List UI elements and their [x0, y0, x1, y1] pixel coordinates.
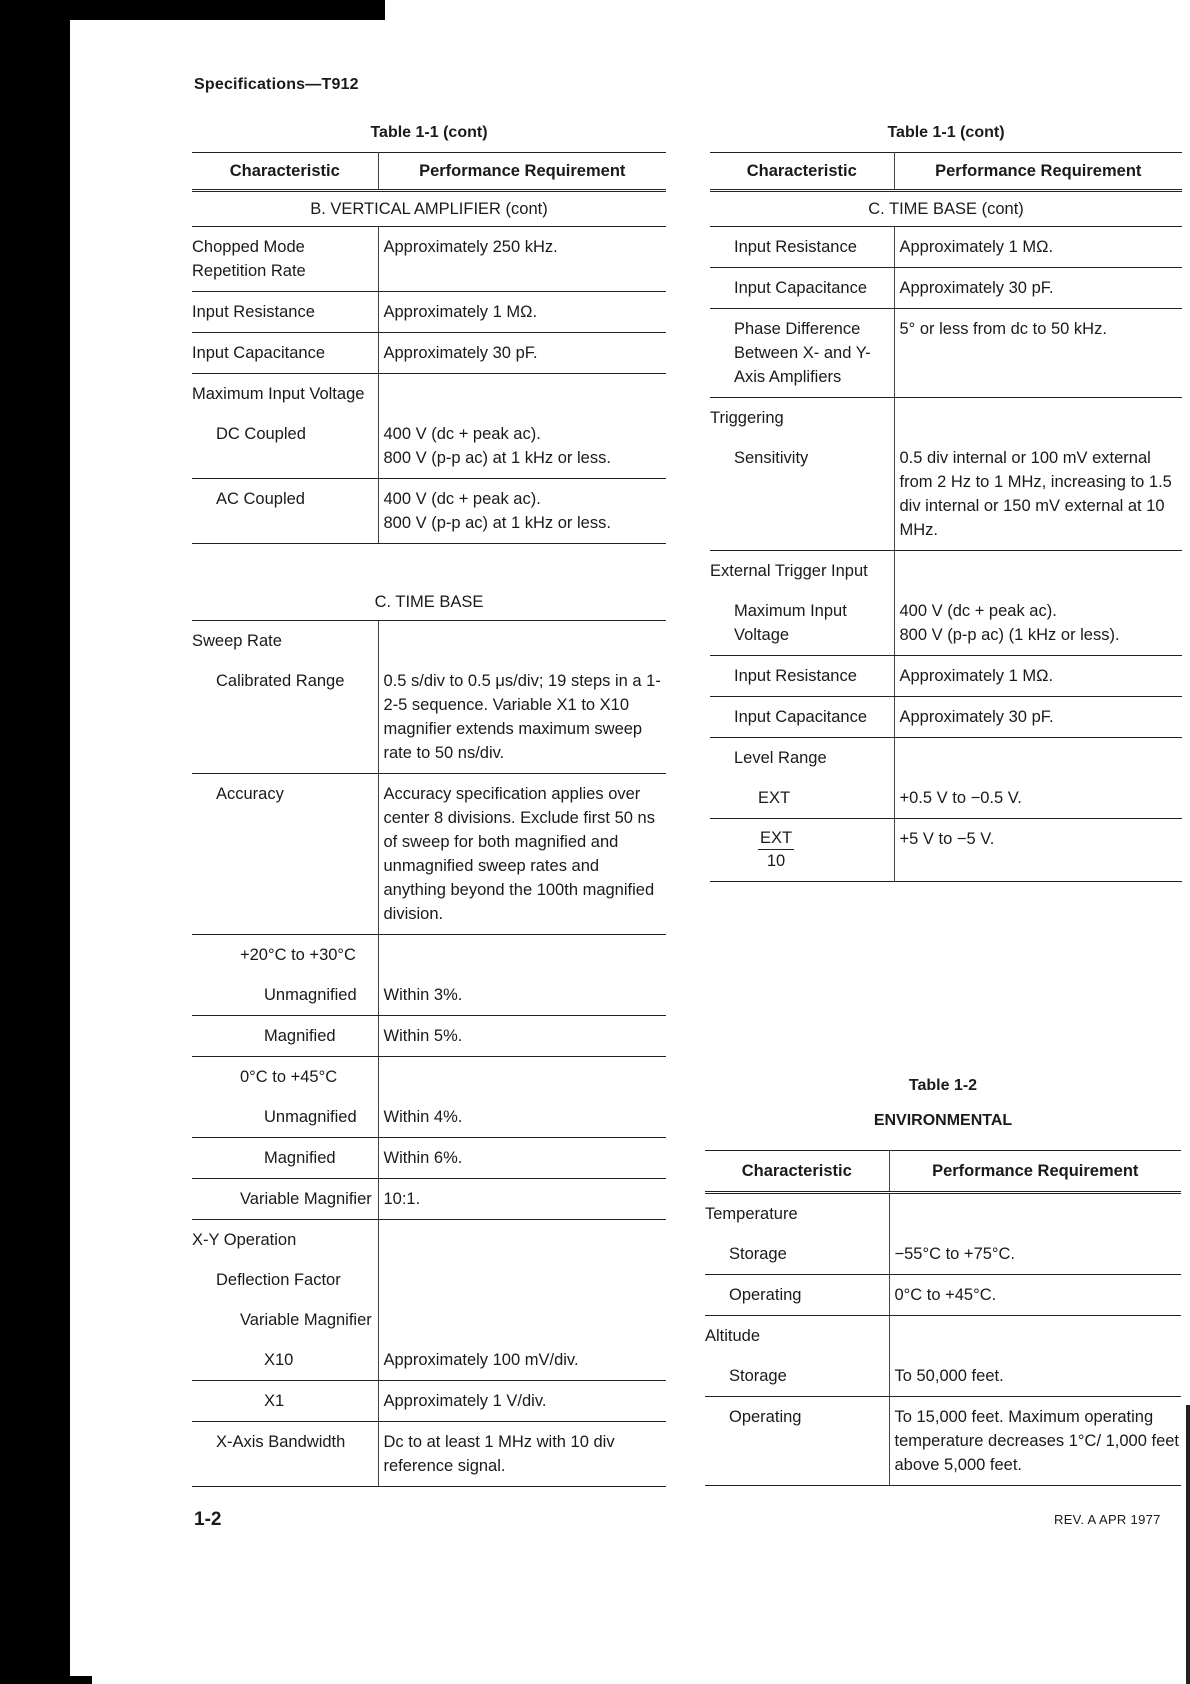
- characteristic-cell: Maximum Input Voltage: [192, 374, 378, 415]
- table-row: [710, 738, 1182, 779]
- requirement-cell: [889, 1316, 1181, 1357]
- characteristic-cell: X10: [192, 1340, 378, 1381]
- requirement-cell: 0.5 div internal or 100 mV external from 2 Hz to 1 MHz, increasing to 1.5 div internal or 150 mV external at 10 MHz.: [894, 438, 1182, 551]
- characteristic-cell: Storage: [705, 1234, 889, 1275]
- requirement-cell: 0.5 s/div to 0.5 μs/div; 19 steps in a 1-2-5 sequence. Variable X1 to X10 magnifier extends maximum sweep rate to 50 ns/div.: [378, 661, 666, 774]
- table-row: [710, 227, 1182, 268]
- env-table-subtitle: ENVIRONMENTAL: [873, 1112, 1013, 1129]
- requirement-cell: 400 V (dc + peak ac). 800 V (p-p ac) at 1 kHz or less.: [378, 414, 666, 479]
- characteristic-header: Characteristic: [192, 153, 378, 191]
- section-title: C. TIME BASE: [192, 544, 666, 621]
- performance-header: Performance Requirement: [378, 153, 666, 191]
- section-title: B. VERTICAL AMPLIFIER (cont): [192, 191, 666, 227]
- requirement-cell: Approximately 1 MΩ.: [378, 292, 666, 333]
- table-row: [705, 1397, 1181, 1486]
- requirement-cell: [378, 1057, 666, 1098]
- table-row: [192, 1220, 666, 1261]
- characteristic-cell: Unmagnified: [192, 975, 378, 1016]
- table-row: [192, 935, 666, 976]
- requirement-cell: [378, 1300, 666, 1340]
- page-number: 1-2: [194, 1509, 222, 1530]
- table-row: [192, 479, 666, 544]
- env-table-caption: Table 1-2: [908, 1077, 978, 1094]
- table-row: [710, 438, 1182, 551]
- env-spec-table: [705, 1150, 1181, 1486]
- requirement-cell: Within 4%.: [378, 1097, 666, 1138]
- characteristic-cell: Input Resistance: [710, 656, 894, 697]
- scan-edge-right: [1186, 1405, 1190, 1684]
- requirement-cell: [378, 621, 666, 662]
- requirement-cell: Approximately 1 MΩ.: [894, 656, 1182, 697]
- characteristic-cell: Chopped Mode Repetition Rate: [192, 227, 378, 292]
- requirement-cell: Within 5%.: [378, 1016, 666, 1057]
- table-row: [192, 1422, 666, 1487]
- table-row: [192, 333, 666, 374]
- table-row: [192, 1097, 666, 1138]
- requirement-cell: [894, 738, 1182, 779]
- table-row: [192, 661, 666, 774]
- requirement-cell: Within 3%.: [378, 975, 666, 1016]
- characteristic-cell: External Trigger Input: [710, 551, 894, 592]
- table-row: [192, 1260, 666, 1300]
- table-row: [192, 621, 666, 662]
- characteristic-cell: X-Axis Bandwidth: [192, 1422, 378, 1487]
- characteristic-cell: +20°C to +30°C: [192, 935, 378, 976]
- table-row: [710, 398, 1182, 439]
- characteristic-cell: Variable Magnifier: [192, 1300, 378, 1340]
- requirement-cell: Approximately 30 pF.: [894, 268, 1182, 309]
- requirement-cell: 5° or less from dc to 50 kHz.: [894, 309, 1182, 398]
- table-row: [705, 1316, 1181, 1357]
- table-row: [710, 656, 1182, 697]
- fraction-numerator: EXT: [758, 827, 794, 850]
- characteristic-header: Characteristic: [710, 153, 894, 191]
- table-row: [710, 591, 1182, 656]
- characteristic-cell: 0°C to +45°C: [192, 1057, 378, 1098]
- characteristic-cell: Magnified: [192, 1138, 378, 1179]
- characteristic-cell: Level Range: [710, 738, 894, 779]
- table-row: [192, 1300, 666, 1340]
- requirement-cell: [378, 1220, 666, 1261]
- requirement-cell: Approximately 1 MΩ.: [894, 227, 1182, 268]
- scan-edge-notch: [70, 1676, 92, 1684]
- requirement-cell: Within 6%.: [378, 1138, 666, 1179]
- table-header-row: [705, 1151, 1181, 1193]
- requirement-cell: 400 V (dc + peak ac). 800 V (p-p ac) (1 kHz or less).: [894, 591, 1182, 656]
- table-row: [192, 1016, 666, 1057]
- characteristic-cell: [710, 819, 894, 882]
- table-row: [710, 819, 1182, 882]
- characteristic-cell: Altitude: [705, 1316, 889, 1357]
- characteristic-cell: Operating: [705, 1275, 889, 1316]
- characteristic-cell: Magnified: [192, 1016, 378, 1057]
- requirement-cell: Approximately 30 pF.: [894, 697, 1182, 738]
- requirement-cell: Approximately 30 pF.: [378, 333, 666, 374]
- characteristic-cell: Temperature: [705, 1193, 889, 1235]
- table-header-row: [192, 153, 666, 191]
- table-row: [192, 774, 666, 935]
- requirement-cell: [378, 374, 666, 415]
- characteristic-cell: Input Capacitance: [710, 697, 894, 738]
- requirement-cell: Accuracy specification applies over center 8 divisions. Exclude first 50 ns of sweep for both magnified and unmagnified sweep rates and anything beyond the 100th magnified division.: [378, 774, 666, 935]
- table-row: [710, 268, 1182, 309]
- right-table-caption: Table 1-1 (cont): [887, 124, 1005, 141]
- table-row: [710, 309, 1182, 398]
- table-row: [192, 1381, 666, 1422]
- requirement-cell: 10:1.: [378, 1179, 666, 1220]
- characteristic-cell: DC Coupled: [192, 414, 378, 479]
- characteristic-cell: AC Coupled: [192, 479, 378, 544]
- requirement-cell: [378, 935, 666, 976]
- revision-label: REV. A APR 1977: [1054, 1512, 1161, 1527]
- requirement-cell: +0.5 V to −0.5 V.: [894, 778, 1182, 819]
- table-row: [705, 1193, 1181, 1235]
- requirement-cell: [378, 1260, 666, 1300]
- requirement-cell: [894, 551, 1182, 592]
- table-row: [192, 1138, 666, 1179]
- requirement-cell: [889, 1193, 1181, 1235]
- characteristic-cell: X-Y Operation: [192, 1220, 378, 1261]
- characteristic-cell: Phase Difference Between X- and Y-Axis Amplifiers: [710, 309, 894, 398]
- left-table-caption: Table 1-1 (cont): [370, 124, 488, 141]
- characteristic-cell: Storage: [705, 1356, 889, 1397]
- ext-over-10-fraction: [758, 827, 794, 872]
- requirement-cell: To 15,000 feet. Maximum operating temperature decreases 1°C/ 1,000 feet above 5,000 feet.: [889, 1397, 1181, 1486]
- table-row: [192, 1179, 666, 1220]
- table-row: [710, 551, 1182, 592]
- table-header-row: [710, 153, 1182, 191]
- characteristic-cell: Operating: [705, 1397, 889, 1486]
- table-row: [710, 778, 1182, 819]
- table-row: [192, 1057, 666, 1098]
- requirement-cell: Approximately 1 V/div.: [378, 1381, 666, 1422]
- left-spec-table: [192, 152, 666, 1487]
- characteristic-cell: Maximum Input Voltage: [710, 591, 894, 656]
- table-row: [705, 1234, 1181, 1275]
- characteristic-cell: Input Capacitance: [192, 333, 378, 374]
- right-spec-table: [710, 152, 1182, 882]
- table-row: [192, 227, 666, 292]
- requirement-cell: Dc to at least 1 MHz with 10 div reference signal.: [378, 1422, 666, 1487]
- characteristic-cell: Sensitivity: [710, 438, 894, 551]
- table-row: [192, 975, 666, 1016]
- characteristic-cell: Triggering: [710, 398, 894, 439]
- characteristic-cell: Variable Magnifier: [192, 1179, 378, 1220]
- requirement-cell: 400 V (dc + peak ac). 800 V (p-p ac) at 1 kHz or less.: [378, 479, 666, 544]
- characteristic-cell: Input Resistance: [192, 292, 378, 333]
- requirement-cell: 0°C to +45°C.: [889, 1275, 1181, 1316]
- page-header: Specifications—T912: [194, 76, 359, 93]
- characteristic-cell: Sweep Rate: [192, 621, 378, 662]
- fraction-denominator: 10: [766, 852, 786, 870]
- characteristic-cell: Unmagnified: [192, 1097, 378, 1138]
- scan-edge-left: [0, 0, 70, 1684]
- characteristic-cell: Accuracy: [192, 774, 378, 935]
- performance-header: Performance Requirement: [894, 153, 1182, 191]
- characteristic-cell: Deflection Factor: [192, 1260, 378, 1300]
- table-row: [192, 414, 666, 479]
- section-title: C. TIME BASE (cont): [710, 191, 1182, 227]
- characteristic-header: Characteristic: [705, 1151, 889, 1193]
- requirement-cell: [894, 398, 1182, 439]
- table-row: [192, 374, 666, 415]
- table-row: [705, 1275, 1181, 1316]
- characteristic-cell: Calibrated Range: [192, 661, 378, 774]
- table-row: [710, 697, 1182, 738]
- characteristic-cell: Input Resistance: [710, 227, 894, 268]
- characteristic-cell: EXT: [710, 778, 894, 819]
- table-row: [192, 1340, 666, 1381]
- requirement-cell: To 50,000 feet.: [889, 1356, 1181, 1397]
- characteristic-cell: X1: [192, 1381, 378, 1422]
- performance-header: Performance Requirement: [889, 1151, 1181, 1193]
- table-row: [192, 292, 666, 333]
- requirement-cell: −55°C to +75°C.: [889, 1234, 1181, 1275]
- requirement-cell: +5 V to −5 V.: [894, 819, 1182, 882]
- requirement-cell: Approximately 100 mV/div.: [378, 1340, 666, 1381]
- table-row: [705, 1356, 1181, 1397]
- requirement-cell: Approximately 250 kHz.: [378, 227, 666, 292]
- characteristic-cell: Input Capacitance: [710, 268, 894, 309]
